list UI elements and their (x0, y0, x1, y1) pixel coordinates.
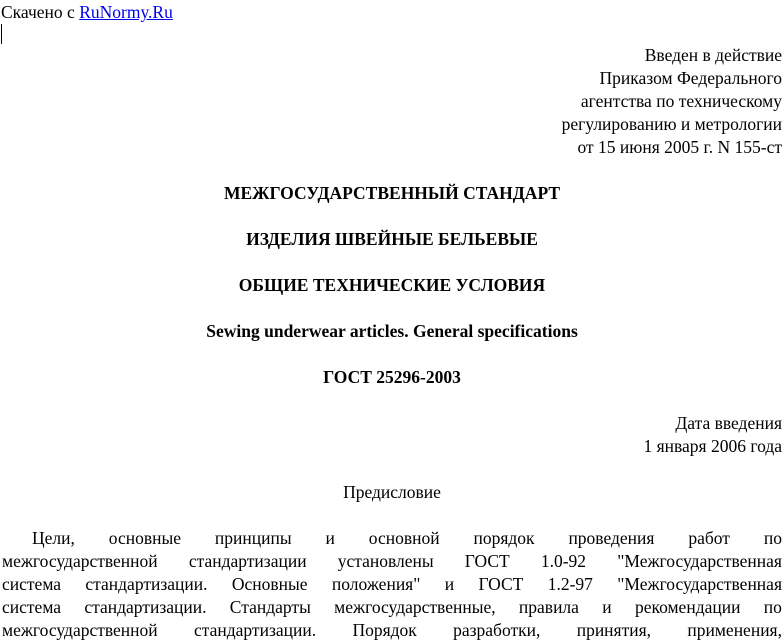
paragraph-word: положения" (331, 574, 421, 594)
introduced-by-order-block (562, 44, 782, 159)
paragraph-word: Порядок (352, 620, 417, 640)
paragraph-word: основной (368, 528, 440, 548)
paragraph-word: и (602, 597, 612, 617)
paragraph-line (2, 550, 782, 573)
download-prefix: Скачено с (1, 2, 75, 22)
paragraph-word: принципы (214, 528, 292, 548)
paragraph-word: рекомендации (634, 597, 741, 617)
paragraph-word: и (325, 528, 335, 548)
introduced-line: Введен в действие (644, 45, 782, 65)
download-source-line (1, 1, 173, 24)
paragraph-word: 1.0-92 (540, 551, 587, 571)
paragraph-word: система (2, 597, 62, 617)
paragraph-word: по (763, 528, 782, 548)
paragraph-word: применения, (687, 620, 782, 640)
introduced-line: от 15 июня 2005 г. N 155-ст (577, 137, 782, 157)
subject-title: ИЗДЕЛИЯ ШВЕЙНЫЕ БЕЛЬЕВЫЕ (246, 229, 538, 249)
paragraph-word: разработки, (453, 620, 541, 640)
paragraph-word: проведения (568, 528, 655, 548)
introduction-date-value: 1 января 2006 года (643, 436, 782, 456)
paragraph-line (2, 619, 782, 642)
introduced-line: Приказом Федерального (599, 68, 782, 88)
paragraph-word: стандартизации (188, 551, 307, 571)
paragraph-word: Стандарты (229, 597, 311, 617)
standard-type-title: МЕЖГОСУДАРСТВЕННЫЙ СТАНДАРТ (223, 183, 561, 203)
paragraph-word: правила (518, 597, 579, 617)
introduced-line: регулированию и метрологии (561, 114, 782, 134)
paragraph-word: система (2, 574, 62, 594)
paragraph-word: стандартизации. (193, 620, 317, 640)
paragraph-word: ГОСТ (478, 574, 524, 594)
text-cursor (1, 24, 2, 44)
paragraph-word: 1.2-97 (547, 574, 593, 594)
paragraph-line (2, 527, 782, 550)
paragraph-line (2, 573, 782, 596)
paragraph-word: по (763, 597, 782, 617)
paragraph-word: работ (688, 528, 730, 548)
paragraph-word: Цели, (32, 528, 75, 548)
standard-code: ГОСТ 25296-2003 (323, 367, 461, 387)
paragraph-word: Основные (231, 574, 308, 594)
paragraph-word: основные (108, 528, 182, 548)
paragraph-word: стандартизации. (85, 574, 208, 594)
paragraph-word: стандартизации. (84, 597, 207, 617)
runormy-link[interactable]: RuNormy.Ru (79, 2, 173, 22)
paragraph-word: ГОСТ (464, 551, 510, 571)
paragraph-word: принятия, (576, 620, 652, 640)
paragraph-word: межгосударственной (2, 551, 158, 571)
paragraph-word: установлены (337, 551, 434, 571)
english-title: Sewing underwear articles. General specifications (206, 321, 578, 341)
paragraph-word: межгосударственные, (334, 597, 496, 617)
paragraph-word: и (444, 574, 455, 594)
paragraph-word: межгосударственной (2, 620, 158, 640)
paragraph-word: "Межгосударственная (617, 574, 782, 594)
preface-paragraph (2, 527, 782, 642)
preface-heading: Предисловие (343, 482, 441, 502)
paragraph-word: "Межгосударственная (617, 551, 782, 571)
paragraph-line (2, 596, 782, 619)
conditions-title: ОБЩИЕ ТЕХНИЧЕСКИЕ УСЛОВИЯ (238, 275, 546, 295)
introduction-date-block (643, 412, 782, 458)
introduced-line: агентства по техническому (580, 91, 782, 111)
paragraph-word: порядок (473, 528, 535, 548)
introduction-date-label: Дата введения (675, 413, 782, 433)
